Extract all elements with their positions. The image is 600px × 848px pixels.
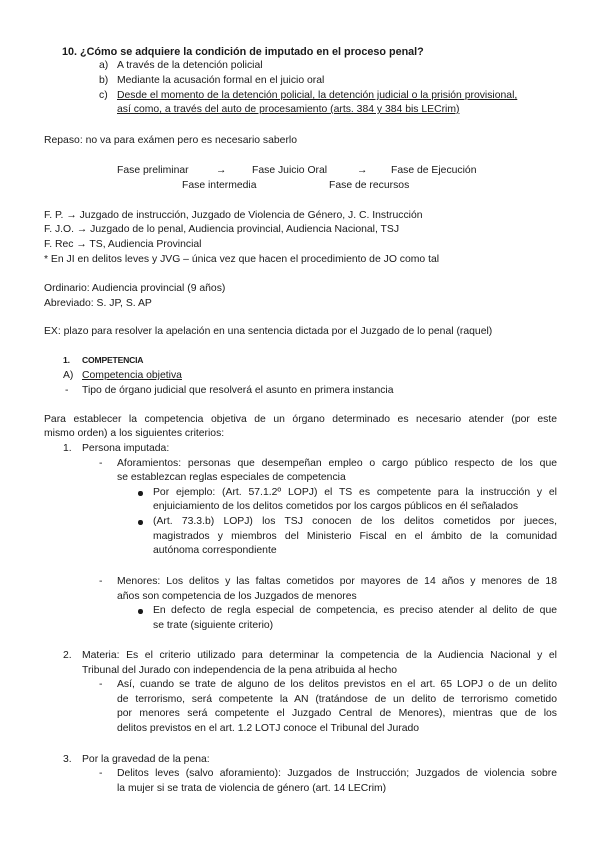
phase-arrow-2: → (357, 165, 368, 176)
section-title: COMPETENCIA (82, 355, 144, 365)
court-note: * En JI en delitos leves y JVG – única vez que hacen el procedimiento de JO como tal (44, 254, 440, 265)
phase-arrow-1: → (216, 165, 227, 176)
criterion-3-marker: 3. (63, 754, 72, 765)
option-b-marker: b) (99, 75, 109, 86)
phase-intermedia: Fase intermedia (182, 180, 257, 191)
court-line-fjo: F. J.O. → Juzgado de lo penal, Audiencia provincial, Audiencia Nacional, TSJ (44, 224, 400, 235)
materia-line2: de terrorismo, será competente la AN (tratándose de un delito de terrorismo cometido (117, 694, 557, 705)
materia-line3: por menores será competente el Juzgado Central de Menores), mientras que de los (117, 708, 557, 719)
phase-ejecucion: Fase de Ejecución (391, 165, 477, 176)
menores-note-line2: se trate (siguiente criterio) (153, 620, 274, 631)
repaso-note: Repaso: no va para exámen pero es necesario saberlo (44, 135, 297, 146)
procedure-ordinario: Ordinario: Audiencia provincial (9 años) (44, 283, 226, 294)
criterion-1-marker: 1. (63, 443, 72, 454)
section-number: 1. (63, 355, 70, 365)
intro-line2: mismo orden) a los siguientes criterios: (44, 428, 225, 439)
court-line-fp: F. P. → Juzgado de instrucción, Juzgado de Violencia de Género, J. C. Instrucción (44, 210, 423, 221)
materia-line1: Así, cuando se trate de alguno de los delitos previstos en el art. 65 LOPJ o de un delito (117, 679, 557, 690)
court-line-frec: F. Rec → TS, Audiencia Provincial (44, 239, 202, 250)
question-title: 10. ¿Cómo se adquiere la condición de imputado en el proceso penal? (62, 46, 424, 58)
option-c-text-line2: así como, a través del auto de procesamiento (arts. 384 y 384 bis LECrim) (117, 104, 460, 115)
criterion-2-title-line2: Tribunal del Jurado con independencia de la pena atribuida al hecho (82, 665, 398, 676)
subsection-marker: A) (63, 370, 74, 381)
aforamiento-example-1-line2: enjuiciamiento de los delitos cometidos por los cargos públicos en él señalados (153, 501, 519, 512)
subsection-desc: Tipo de órgano judicial que resolverá el asunto en primera instancia (82, 385, 394, 396)
criterion-2-title-line1: Materia: Es el criterio utilizado para determinar la competencia de la Audiencia Nacional y el (82, 650, 557, 661)
menores-dash: - (99, 576, 103, 587)
aforamientos-line1: Aforamientos: personas que desempeñan empleo o cargo público respecto de los que (117, 458, 557, 469)
option-c-marker: c) (99, 90, 108, 101)
aforamiento-example-2-line1: (Art. 73.3.b) LOPJ) los TSJ conocen de los delitos cometidos por jueces, (153, 516, 557, 527)
gravedad-line1: Delitos leves (salvo aforamiento): Juzgados de Instrucción; Juzgados de violencia sobre (117, 768, 557, 779)
subsection-dash: - (65, 385, 69, 396)
materia-line4: delitos previstos en el art. 1.2 LOTJ conoce el Tribunal del Jurado (117, 723, 420, 734)
menores-note-line1: En defecto de regla especial de competencia, es preciso atender al delito de que (153, 605, 557, 616)
option-a-text: A través de la detención policial (117, 60, 263, 71)
menores-line2: años son competencia de los Juzgados de menores (117, 591, 357, 602)
criterion-2-marker: 2. (63, 650, 72, 661)
intro-line1: Para establecer la competencia objetiva de un órgano determinado es necesario atender (por este (44, 414, 557, 425)
example-note: EX: plazo para resolver la apelación en una sentencia dictada por el Juzgado de lo penal (raquel) (44, 326, 493, 337)
aforamiento-example-2-line3: autónoma correspondiente (153, 545, 277, 556)
option-a-marker: a) (99, 60, 109, 71)
option-c-text-line1: Desde el momento de la detención policial, la detención judicial o la prisión provisional, (117, 90, 518, 101)
phase-recursos: Fase de recursos (329, 180, 410, 191)
phase-juicio-oral: Fase Juicio Oral (252, 165, 328, 176)
materia-dash: - (99, 679, 103, 690)
gravedad-line2: la mujer si se trata de violencia de género (art. 14 LECrim) (117, 783, 387, 794)
menores-line1: Menores: Los delitos y las faltas cometidos por mayores de 14 años y menores de 18 (117, 576, 557, 587)
bullet-dot (138, 520, 143, 525)
aforamiento-example-2-line2: magistrados y miembros del Ministerio Fiscal en el ámbito de la comunidad (153, 531, 557, 542)
subsection-title: Competencia objetiva (82, 370, 182, 381)
criterion-3-title: Por la gravedad de la pena: (82, 754, 210, 765)
option-b-text: Mediante la acusación formal en el juicio oral (117, 75, 325, 86)
aforamiento-example-1-line1: Por ejemplo: (Art. 57.1.2º LOPJ) el TS es competente para la instrucción y el (153, 487, 557, 498)
aforamientos-dash: - (99, 458, 103, 469)
aforamientos-line2: se establezcan reglas especiales de competencia (117, 472, 346, 483)
bullet-dot (138, 491, 143, 496)
criterion-1-title: Persona imputada: (82, 443, 170, 454)
bullet-dot (138, 609, 143, 614)
phase-preliminar: Fase preliminar (117, 165, 189, 176)
procedure-abreviado: Abreviado: S. JP, S. AP (44, 298, 152, 309)
gravedad-dash: - (99, 768, 103, 779)
